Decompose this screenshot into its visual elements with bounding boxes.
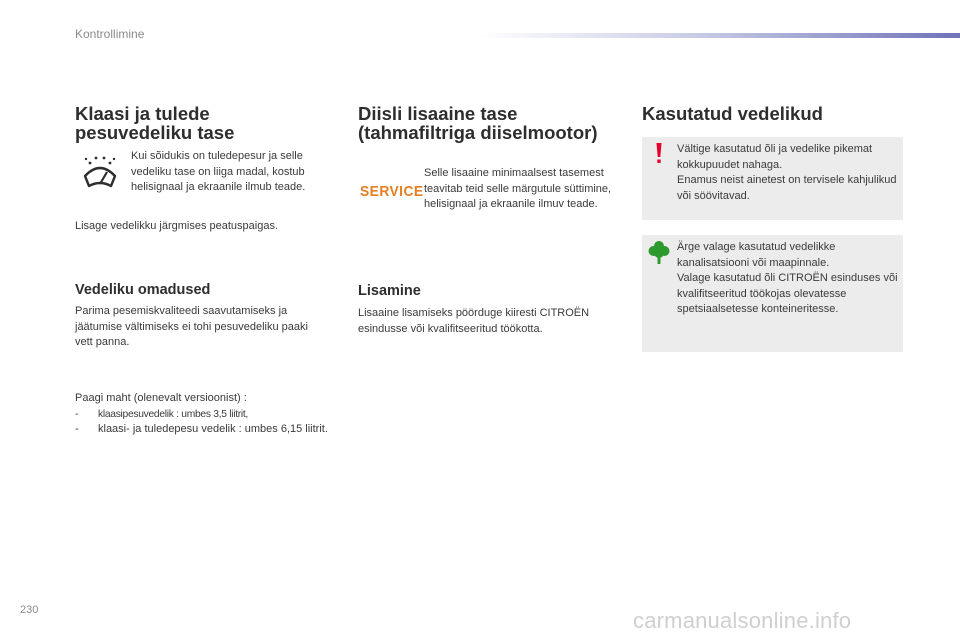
topping-up-heading: Lisamine xyxy=(358,283,421,299)
topping-up-text: Lisaaine lisamiseks pöörduge kiiresti CITROËN esindusse või kvalifitseeritud töökotta. xyxy=(358,307,590,335)
washer-fluid-heading: Klaasi ja tulede pesuvedeliku tase xyxy=(75,103,235,143)
list-item: - klaasipesuvedelik : umbes 3,5 liitrit, xyxy=(75,408,248,420)
environment-box: Ärge valage kasutatud vedelikke kanalisatsiooni või maapinnale. Valage kasutatud õli CITROËN esinduses või kvalifitseeritud töökojas olevatesse spetsiaalsetesse konteineritesse. xyxy=(642,235,903,352)
header-rule xyxy=(480,33,960,38)
tree-icon xyxy=(648,240,670,264)
diesel-additive-heading: Diisli lisaaine tase (tahmafiltriga diiselmootor) xyxy=(358,103,598,143)
fluid-properties-heading: Vedeliku omadused xyxy=(75,282,211,298)
service-warning-icon: SERVICE xyxy=(360,183,424,200)
additive-level-text: Selle lisaaine minimaalsest tasemest teavitab teid selle märgutule süttimine, helisignaal ja ekraanile ilmuv teade. xyxy=(424,167,612,210)
windshield-washer-icon xyxy=(80,152,120,192)
page-number: 230 xyxy=(20,604,39,616)
fluid-properties-text: Parima pesemiskvaliteedi saavutamiseks ja jäätumise vältimiseks ei tohi pesuvedeliku paaki vett panna. xyxy=(75,305,308,348)
refill-note: Lisage vedelikku järgmises peatuspaigas. xyxy=(75,220,279,232)
exclamation-icon xyxy=(655,143,663,165)
watermark: carmanualsonline.info xyxy=(633,608,852,633)
section-header: Kontrollimine xyxy=(75,27,145,41)
list-item: - klaasi- ja tuledepesu vedelik : umbes 6,15 liitrit. xyxy=(75,423,328,435)
used-fluids-heading: Kasutatud vedelikud xyxy=(642,103,823,124)
tank-capacity: Paagi maht (olenevalt versioonist) : - klaasipesuvedelik : umbes 3,5 liitrit, - klaasi- ja tuledepesu vedelik : umbes 6,15 liitrit. xyxy=(75,391,335,438)
washer-fluid-warning-text: Kui sõidukis on tuledepesur ja selle vedeliku tase on liiga madal, kostub helisignaal ja ekraanile ilmub teade. xyxy=(131,150,306,193)
warning-box: Vältige kasutatud õli ja vedelike pikemat kokkupuudet nahaga. Enamus neist ainetest on tervisele kahjulikud või söövitavad. xyxy=(642,137,903,220)
